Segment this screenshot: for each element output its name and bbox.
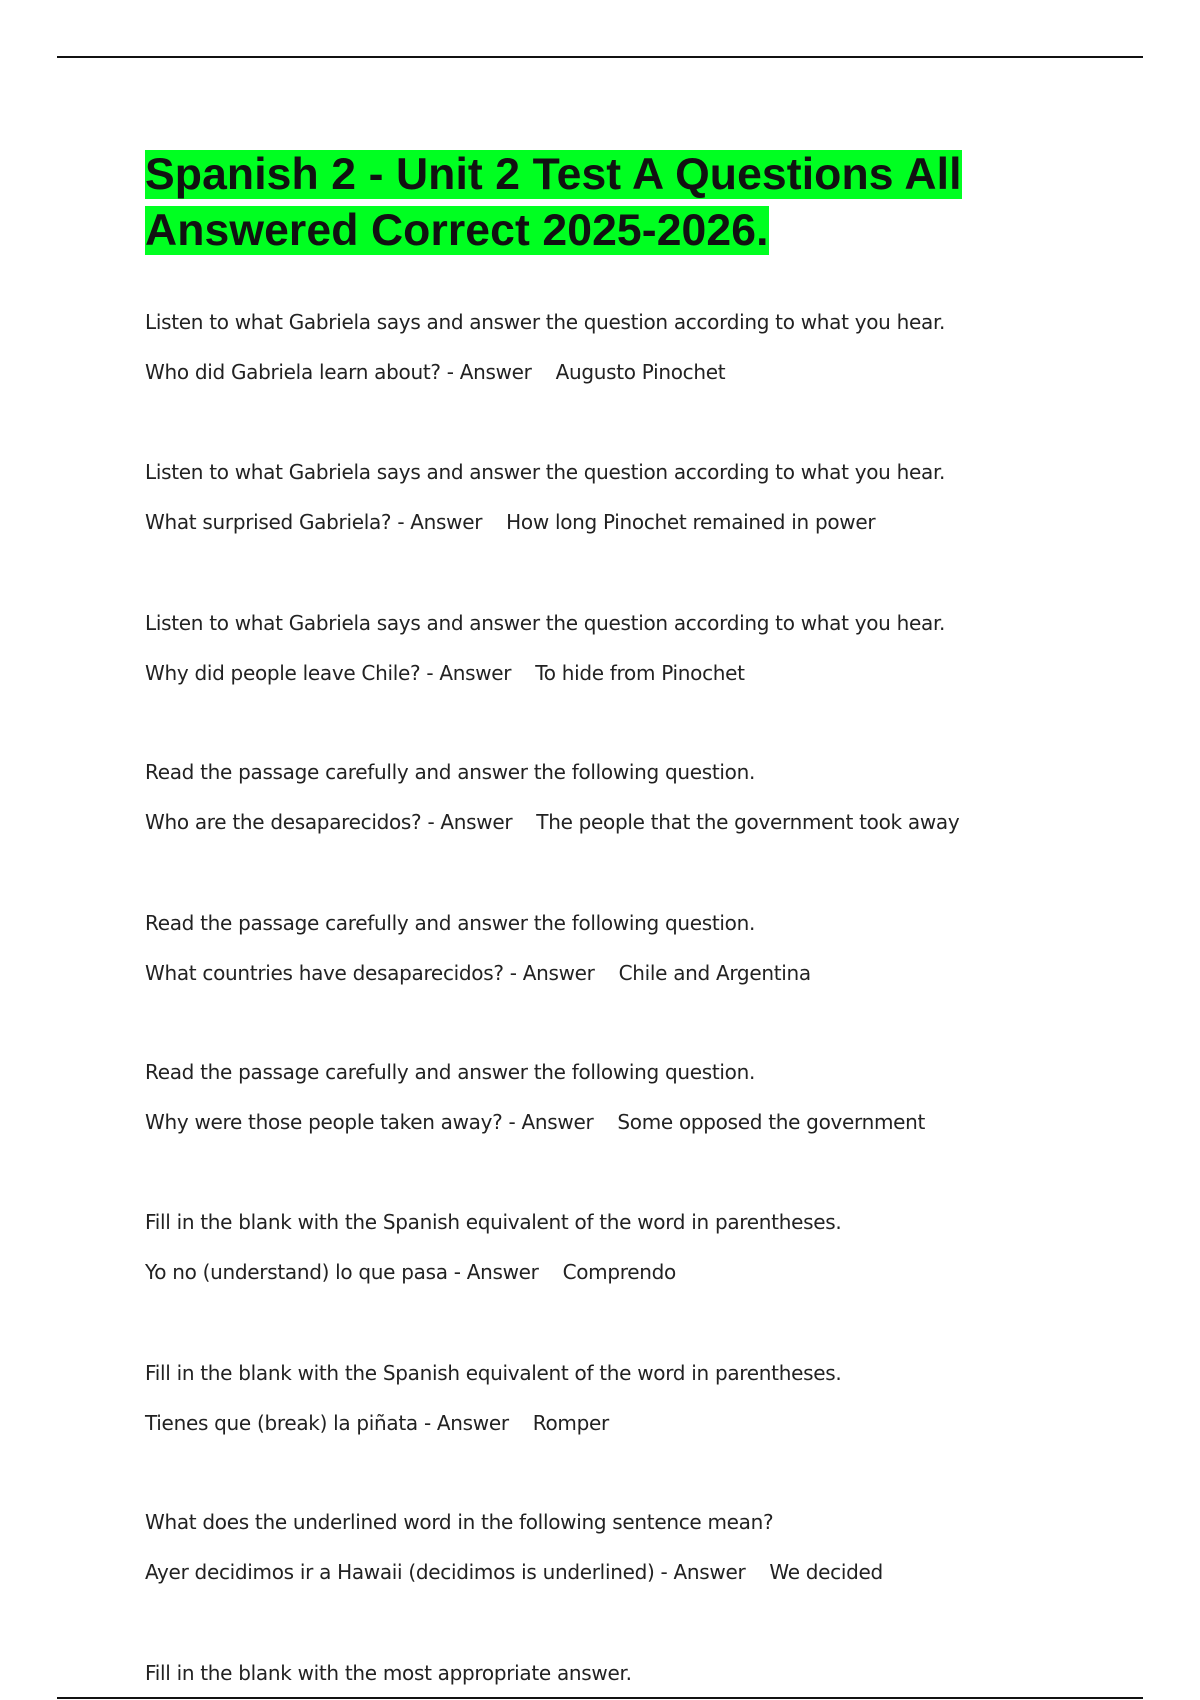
qa-prompt: Listen to what Gabriela says and answer the question according to what you hear. [145, 310, 946, 334]
qa-prompt: Listen to what Gabriela says and answer the question according to what you hear. [145, 611, 946, 635]
qa-answer-label: - Answer [426, 661, 512, 685]
qa-item [145, 1210, 1145, 1284]
qa-answer: Some opposed the government [617, 1110, 926, 1134]
qa-item [145, 760, 1145, 834]
qa-item [145, 611, 1145, 685]
qa-item [145, 911, 1145, 985]
qa-item [145, 1510, 1145, 1584]
qa-answer: The people that the government took away [536, 810, 960, 834]
qa-answer: Augusto Pinochet [555, 360, 726, 384]
qa-answer-label: - Answer [509, 961, 595, 985]
qa-question-line [145, 1110, 1145, 1134]
bottom-divider [57, 1697, 1143, 1699]
qa-question: Why were those people taken away? [145, 1110, 503, 1134]
top-divider [57, 56, 1143, 58]
qa-prompt: Read the passage carefully and answer the following question. [145, 911, 756, 935]
qa-prompt: Read the passage carefully and answer the following question. [145, 760, 756, 784]
qa-question: What countries have desaparecidos? [145, 961, 504, 985]
qa-question-line [145, 1560, 1145, 1584]
qa-answer: Romper [532, 1411, 609, 1435]
qa-question-line [145, 661, 1145, 685]
qa-prompt: What does the underlined word in the following sentence mean? [145, 1510, 774, 1534]
qa-item [145, 1361, 1145, 1435]
qa-question: Tienes que (break) la piñata [145, 1411, 418, 1435]
qa-answer-label: - Answer [453, 1260, 539, 1284]
qa-question: Why did people leave Chile? [145, 661, 421, 685]
qa-item [145, 460, 1145, 534]
qa-question: Who did Gabriela learn about? [145, 360, 441, 384]
qa-prompt: Fill in the blank with the Spanish equivalent of the word in parentheses. [145, 1361, 842, 1385]
qa-answer-label: - Answer [446, 360, 532, 384]
qa-prompt: Fill in the blank with the most appropriate answer. [145, 1661, 632, 1685]
qa-question-line [145, 1411, 1145, 1435]
qa-answer: Comprendo [562, 1260, 676, 1284]
qa-item [145, 1060, 1145, 1134]
qa-answer: Chile and Argentina [618, 961, 811, 985]
qa-answer: To hide from Pinochet [535, 661, 745, 685]
qa-question-line [145, 1260, 1145, 1284]
qa-answer: We decided [769, 1560, 883, 1584]
qa-answer-label: - Answer [423, 1411, 509, 1435]
qa-answer-label: - Answer [397, 510, 483, 534]
qa-answer: How long Pinochet remained in power [506, 510, 876, 534]
qa-question: Ayer decidimos ir a Hawaii (decidimos is underlined) [145, 1560, 655, 1584]
qa-prompt: Listen to what Gabriela says and answer the question according to what you hear. [145, 460, 946, 484]
qa-question-line [145, 961, 1145, 985]
qa-question: Yo no (understand) lo que pasa [145, 1260, 448, 1284]
qa-answer-label: - Answer [508, 1110, 594, 1134]
qa-answer-label: - Answer [427, 810, 513, 834]
qa-item [145, 310, 1145, 384]
qa-prompt: Fill in the blank with the Spanish equivalent of the word in parentheses. [145, 1210, 842, 1234]
qa-question-line [145, 360, 1145, 384]
qa-question: What surprised Gabriela? [145, 510, 392, 534]
qa-question-line [145, 510, 1145, 534]
page-title [145, 147, 1075, 259]
qa-prompt: Read the passage carefully and answer the following question. [145, 1060, 756, 1084]
qa-question-line [145, 810, 1145, 834]
qa-item-partial [145, 1661, 1145, 1685]
qa-answer-label: - Answer [660, 1560, 746, 1584]
page-title-text: Spanish 2 - Unit 2 Test A Questions All Answered Correct 2025-2026. [145, 150, 962, 255]
qa-question: Who are the desaparecidos? [145, 810, 422, 834]
